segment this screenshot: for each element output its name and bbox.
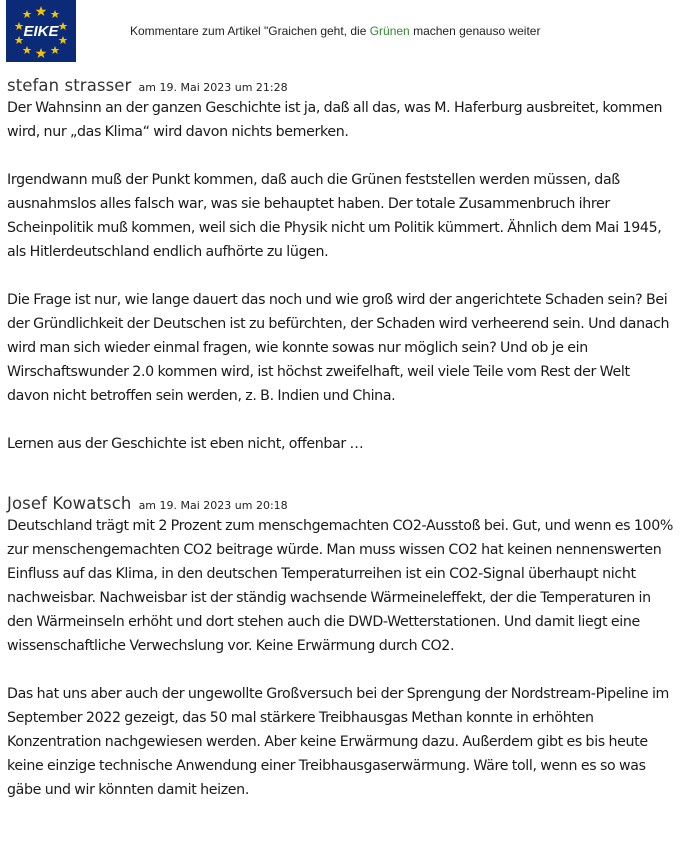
title-prefix: Kommentare zum Artikel "Graichen geht, die <box>130 24 370 38</box>
comment-date[interactable]: am 19. Mai 2023 um 21:28 <box>138 81 288 94</box>
comment-paragraph: Der Wahnsinn an der ganzen Geschichte ist ja, daß all das, was M. Haferburg ausbreitet, kommen wird, nur „das Klima“ wird davon nichts bemerken. <box>7 100 663 140</box>
comment-paragraph: Die Frage ist nur, wie lange dauert das noch und wie groß wird der angerichtete Schaden sein? Bei der Gründlichkeit der Deutschen ist zu befürchten, der Schaden wird verheerend sein. Und danach wird man sich wieder einmal fragen, wie konnte sowas nur möglich sein? Und ob je ein Wirschaftswunder 2.0 kommen wird, ist höchst zweifelhaft, weil viele Teile vom Rest der Welt davon nicht betroffen sein werden, z. B. Indien und China. <box>7 292 670 404</box>
comment-paragraph: Das hat uns aber auch der ungewollte Großversuch bei der Sprengung der Nordstream-Pipeline im September 2022 gezeigt, das 50 mal stärkere Treibhausgas Methan konnte in erhöhten Konzentration nachgewiesen werden. Aber keine Erwärmung dazu. Außerdem gibt es bis heute keine einzige technische Anwendung einer Treibhausgaserwärmung. Wäre toll, wenn es so was gäbe und wir könnten damit heizen. <box>7 686 670 798</box>
comment-paragraph: Deutschland trägt mit 2 Prozent zum menschgemachten CO2-Ausstoß bei. Gut, und wenn es 100% zur menschengemachten CO2 beitrage würde. Man muss wissen CO2 hat keinen nennenswerten Einfluss auf das Klima, in den deutschen Temperaturreihen ist ein CO2-Signal überhaupt nicht nachweisbar. Nachweisbar ist der ständig wachsende Wärmeineleffekt, der die Temperaturen in den Wärmeinseln erhöht und dort stehen auch die DWD-Wetterstationen. Und damit liegt eine wissenschaftliche Verwechslung vor. Keine Erwärmung durch CO2. <box>7 518 674 654</box>
comment-paragraph: Irgendwann muß der Punkt kommen, daß auch die Grünen feststellen werden müssen, daß ausnahmslos alles falsch war, was sie behauptet haben. Der totale Zusammenbruch ihrer Scheinpolitik muß kommen, weil sich die Physik nicht um Politik kümmert. Ähnlich dem Mai 1945, als Hitlerdeutschland endlich aufhörte zu lügen. <box>7 172 662 260</box>
eike-logo[interactable] <box>6 0 76 62</box>
comment <box>7 494 673 802</box>
comment-author[interactable]: Josef Kowatsch <box>7 494 132 513</box>
comment-header <box>7 76 673 95</box>
comment-date[interactable]: am 19. Mai 2023 um 20:18 <box>138 499 288 512</box>
page-header <box>6 0 674 64</box>
comment <box>7 76 673 456</box>
comment-paragraph: Lernen aus der Geschichte ist eben nicht, offenbar … <box>7 436 364 452</box>
comment-body <box>7 514 673 802</box>
article-title <box>130 24 540 38</box>
logo-text: EIKE <box>23 23 59 40</box>
comment-author[interactable]: stefan strasser <box>7 76 132 95</box>
comment-body <box>7 96 673 456</box>
title-suffix: machen genauso weiter <box>409 24 541 38</box>
title-highlight: Grünen <box>369 24 410 38</box>
comment-header <box>7 494 673 513</box>
